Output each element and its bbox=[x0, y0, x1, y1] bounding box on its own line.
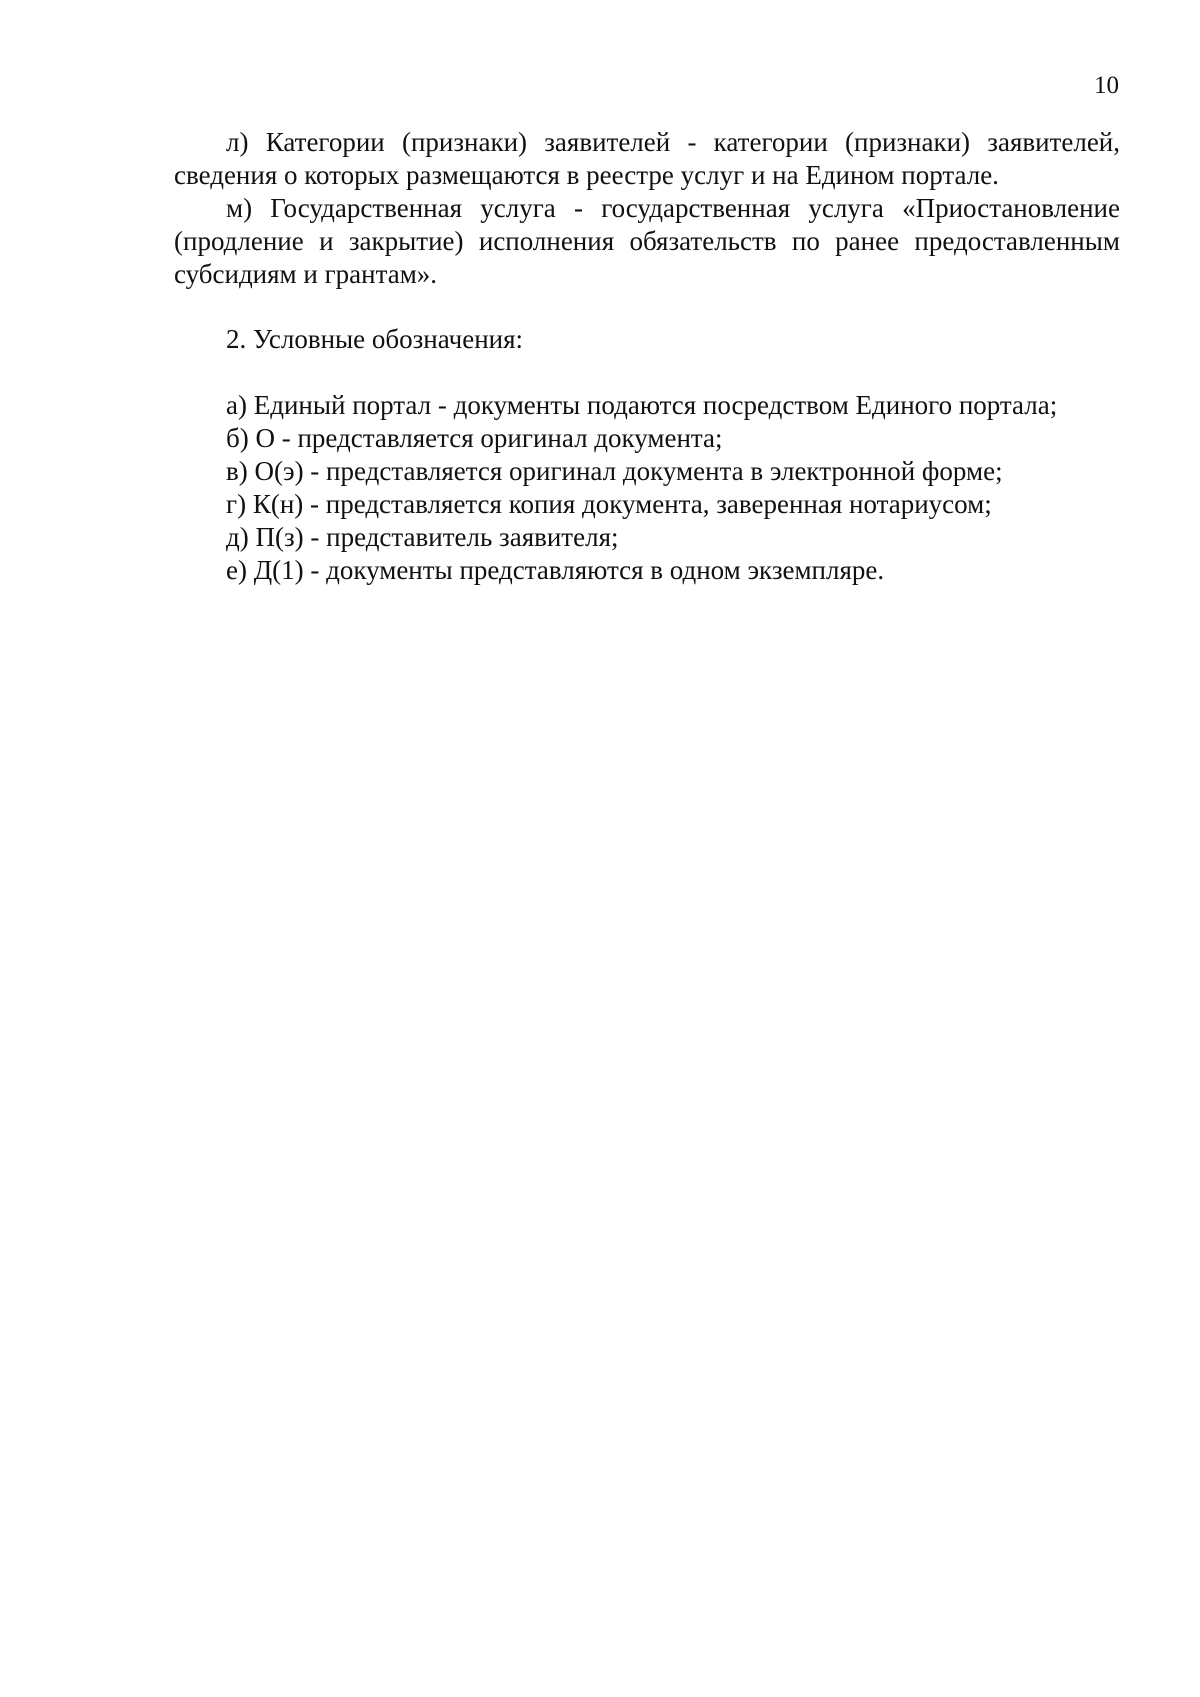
legend-item-b: б) О - представляется оригинал документа; bbox=[226, 423, 723, 453]
document-body bbox=[174, 126, 1120, 587]
legend-item-a: а) Единый портал - документы подаются посредством Единого портала; bbox=[226, 390, 1058, 420]
definition-l: л) Категории (признаки) заявителей - категории (признаки) заявителей, сведения о которых размещаются в реестре услуг и на Едином портале. bbox=[174, 127, 1120, 190]
section-heading: 2. Условные обозначения: bbox=[226, 324, 524, 354]
legend-item-d: д) П(з) - представитель заявителя; bbox=[226, 522, 619, 552]
definition-m: м) Государственная услуга - государственная услуга «Приостановление (продление и закрытие) исполнения обязательств по ранее предоставленным субсидиям и грантам». bbox=[174, 193, 1120, 289]
legend-list bbox=[174, 389, 1120, 587]
page-number: 10 bbox=[1094, 72, 1119, 99]
legend-item-g: г) К(н) - представляется копия документа, заверенная нотариусом; bbox=[226, 489, 992, 519]
legend-item-e: е) Д(1) - документы представляются в одном экземпляре. bbox=[226, 555, 885, 585]
legend-item-v: в) О(э) - представляется оригинал документа в электронной форме; bbox=[226, 456, 1003, 486]
